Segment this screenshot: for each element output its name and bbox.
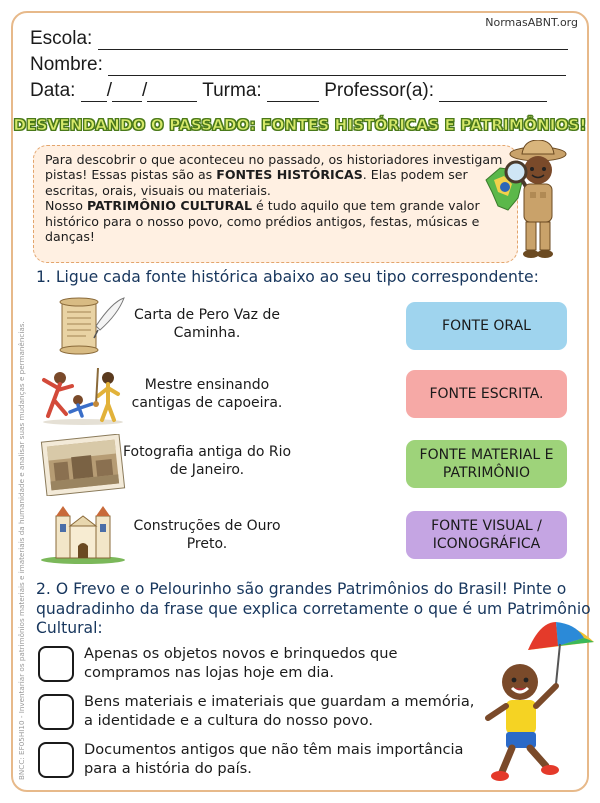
- church-icon: [38, 502, 128, 564]
- question-2: 2. O Frevo e o Pelourinho são grandes Patrimônios do Brasil! Pinte o quadradinho da frase que explica corretamente o que é um Patrimônio Cultural:: [36, 580, 591, 637]
- year-blank[interactable]: [147, 84, 197, 102]
- type-label: FONTE ORAL: [442, 318, 531, 334]
- intro-text: . Elas podem ser escritas, orais, visuais ou materiais.: [45, 167, 468, 198]
- type-label: FONTE VISUAL / ICONOGRÁFICA: [431, 518, 542, 552]
- old-photo-icon: [38, 434, 128, 496]
- class-label: Turma:: [202, 80, 262, 101]
- class-blank[interactable]: [267, 84, 319, 102]
- intro-highlight: FONTES HISTÓRICAS: [216, 167, 363, 183]
- option-label: Apenas os objetos novos e brinquedos que compramos nas lojas hoje em dia.: [84, 645, 398, 681]
- frevo-boy-illustration: [478, 612, 598, 790]
- intro-text: é tudo aquilo que tem grande valor histórico para o nosso povo, como prédios antigos, festas, músicas e danças!: [45, 198, 480, 245]
- type-fonte-visual[interactable]: [406, 511, 567, 559]
- intro-highlight: PATRIMÔNIO CULTURAL: [86, 198, 253, 214]
- day-blank[interactable]: [81, 84, 107, 102]
- name-label: Nombre:: [30, 54, 103, 75]
- item-construcoes: Construções de Ouro Preto.: [133, 518, 281, 552]
- date-label: Data:: [30, 80, 76, 101]
- type-fonte-material[interactable]: [406, 440, 567, 488]
- type-fonte-oral[interactable]: [406, 302, 567, 350]
- item-fotografia: Fotografia antiga do Rio de Janeiro.: [122, 444, 292, 478]
- type-label: FONTE ESCRITA.: [429, 386, 544, 402]
- option-label: Documentos antigos que não têm mais importância para a história do país.: [84, 741, 464, 777]
- teacher-blank[interactable]: [439, 84, 547, 102]
- school-label: Escola:: [30, 28, 93, 49]
- option-checkbox[interactable]: [38, 694, 74, 730]
- school-blank[interactable]: [98, 32, 568, 50]
- option-label: Bens materiais e imateriais que guardam a memória, a identidade e a cultura do nosso povo.: [84, 693, 475, 729]
- date-row: Data: / / Turma: Professor(a):: [30, 80, 547, 102]
- intro-box: [33, 145, 518, 263]
- option-checkbox[interactable]: [38, 646, 74, 682]
- intro-paragraph-1: [45, 152, 507, 198]
- teacher-label: Professor(a):: [324, 80, 435, 101]
- item-carta: Carta de Pero Vaz de Caminha.: [134, 307, 280, 341]
- type-label: FONTE MATERIAL E PATRIMÔNIO: [419, 447, 554, 481]
- worksheet-title: DESVENDANDO O PASSADO: FONTES HISTÓRICAS E PATRIMÔNIOS!: [13, 116, 587, 134]
- intro-text: Nosso: [45, 198, 87, 214]
- type-fonte-escrita[interactable]: [406, 370, 567, 418]
- scroll-letter-icon: [38, 296, 128, 358]
- month-blank[interactable]: [112, 84, 142, 102]
- capoeira-icon: [38, 364, 128, 426]
- question-1: 1. Ligue cada fonte histórica abaixo ao seu tipo correspondente:: [36, 268, 539, 286]
- explorer-girl-illustration: [478, 140, 578, 265]
- option-checkbox[interactable]: [38, 742, 74, 778]
- school-field: [30, 28, 568, 50]
- intro-paragraph-2: [45, 198, 507, 244]
- name-blank[interactable]: [108, 58, 566, 76]
- intro-text: Para descobrir o que aconteceu no passado, os historiadores investigam pistas! Essas pistas são as: [45, 152, 503, 183]
- item-mestre: Mestre ensinando cantigas de capoeira.: [131, 377, 283, 411]
- bncc-side-note: BNCC: EF05HI10 - Inventariar os patrimônios materiais e imateriais da humanidade e analisar suas mudanças e permanências.: [17, 321, 26, 780]
- site-watermark: NormasABNT.org: [485, 16, 578, 29]
- name-field: [30, 54, 566, 76]
